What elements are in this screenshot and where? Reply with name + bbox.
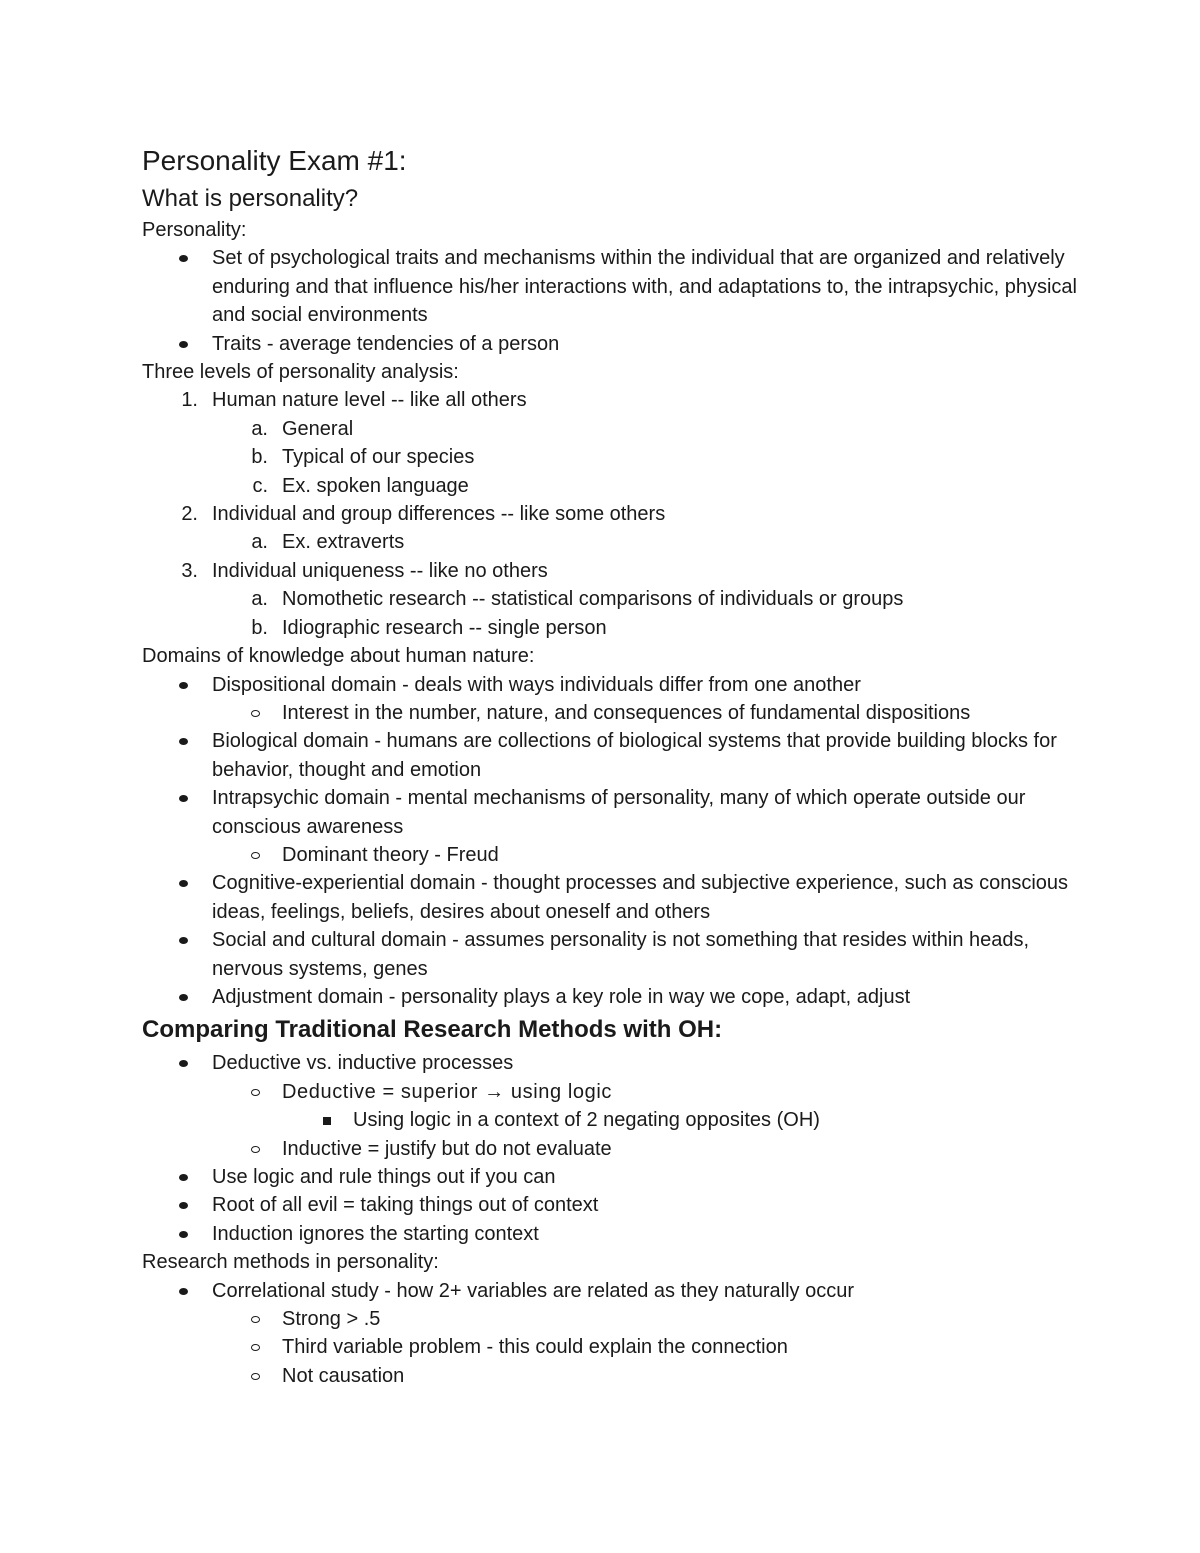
- list-item: Strong > .5: [142, 1305, 1082, 1333]
- list-item: a. Ex. extraverts: [251, 531, 405, 554]
- levels-label: Three levels of personality analysis:: [142, 361, 459, 384]
- section-heading-research-methods: Comparing Traditional Research Methods with OH:: [142, 1016, 723, 1044]
- bullet-icon: [179, 1288, 188, 1295]
- bullet-icon: [179, 1231, 188, 1238]
- personality-list: [142, 244, 1082, 358]
- personality-label: Personality:: [142, 219, 247, 241]
- document-content: [142, 140, 1082, 1390]
- hollow-bullet-icon: [251, 852, 260, 859]
- list-item: Adjustment domain - personality plays a key role in way we cope, adapt, adjust: [142, 983, 1082, 1011]
- bullet-icon: [179, 682, 188, 689]
- list-item: 2. Individual and group differences -- like some others: [181, 503, 666, 526]
- list-item: Traits - average tendencies of a person: [142, 330, 1082, 358]
- domains-list: [142, 671, 1082, 1012]
- page-title: Personality Exam #1:: [142, 145, 407, 176]
- hollow-bullet-icon: [251, 1373, 260, 1380]
- bullet-icon: [179, 1060, 188, 1067]
- hollow-bullet-icon: [251, 710, 260, 717]
- list-item: c. Ex. spoken language: [252, 474, 469, 497]
- list-item: Correlational study - how 2+ variables are related as they naturally occur: [142, 1277, 1082, 1305]
- list-item: Root of all evil = taking things out of context: [142, 1191, 1082, 1219]
- bullet-icon: [179, 795, 188, 802]
- list-item: Not causation: [142, 1362, 1082, 1390]
- list-item: 1. Human nature level -- like all others: [181, 389, 527, 412]
- hollow-bullet-icon: [251, 1316, 260, 1323]
- list-item: b. Typical of our species: [251, 446, 475, 469]
- list-item: Inductive = justify but do not evaluate: [142, 1135, 1082, 1163]
- bullet-icon: [179, 1174, 188, 1181]
- list-item: Cognitive-experiential domain - thought processes and subjective experience, such as conscious ideas, feelings, beliefs, desires about oneself and others: [142, 869, 1082, 926]
- bullet-icon: [179, 1202, 188, 1209]
- list-item: Induction ignores the starting context: [142, 1220, 1082, 1248]
- list-item: Third variable problem - this could explain the connection: [142, 1333, 1082, 1361]
- list-item: Dispositional domain - deals with ways individuals differ from one another: [142, 671, 1082, 699]
- list-item: 3. Individual uniqueness -- like no others: [181, 559, 548, 582]
- list-item: Using logic in a context of 2 negating opposites (OH): [142, 1106, 1082, 1134]
- methods-list: [142, 1277, 1082, 1391]
- list-item: Intrapsychic domain - mental mechanisms of personality, many of which operate outside our conscious awareness: [142, 784, 1082, 841]
- list-item: b. Idiographic research -- single person: [251, 616, 607, 639]
- list-item: Social and cultural domain - assumes personality is not something that resides within heads, nervous systems, genes: [142, 926, 1082, 983]
- list-item: Deductive vs. inductive processes: [142, 1049, 1082, 1077]
- hollow-bullet-icon: [251, 1146, 260, 1153]
- bullet-icon: [179, 994, 188, 1001]
- domains-label: Domains of knowledge about human nature:: [142, 645, 535, 668]
- list-item: a. Nomothetic research -- statistical comparisons of individuals or groups: [251, 588, 904, 611]
- bullet-icon: [179, 880, 188, 887]
- research-comparison-list: [142, 1049, 1082, 1248]
- list-item: Interest in the number, nature, and consequences of fundamental dispositions: [142, 699, 1082, 727]
- list-item: Biological domain - humans are collections of biological systems that provide building blocks for behavior, thought and emotion: [142, 727, 1082, 784]
- square-bullet-icon: [323, 1117, 331, 1125]
- hollow-bullet-icon: [251, 1344, 260, 1351]
- bullet-icon: [179, 341, 188, 348]
- list-item: Use logic and rule things out if you can: [142, 1163, 1082, 1191]
- list-item: Dominant theory - Freud: [142, 841, 1082, 869]
- levels-list: [142, 386, 1082, 642]
- methods-label: Research methods in personality:: [142, 1251, 439, 1274]
- list-item: a. General: [251, 417, 354, 440]
- bullet-icon: [179, 255, 188, 262]
- section-heading-personality: What is personality?: [142, 185, 359, 212]
- bullet-icon: [179, 738, 188, 745]
- bullet-icon: [179, 937, 188, 944]
- hollow-bullet-icon: [251, 1089, 260, 1096]
- list-item: Set of psychological traits and mechanisms within the individual that are organized and relatively enduring and that influence his/her interactions with, and adaptations to, the intrapsychic, physical and social environments: [142, 244, 1082, 329]
- list-item: Deductive = superior → using logic: [142, 1078, 1082, 1106]
